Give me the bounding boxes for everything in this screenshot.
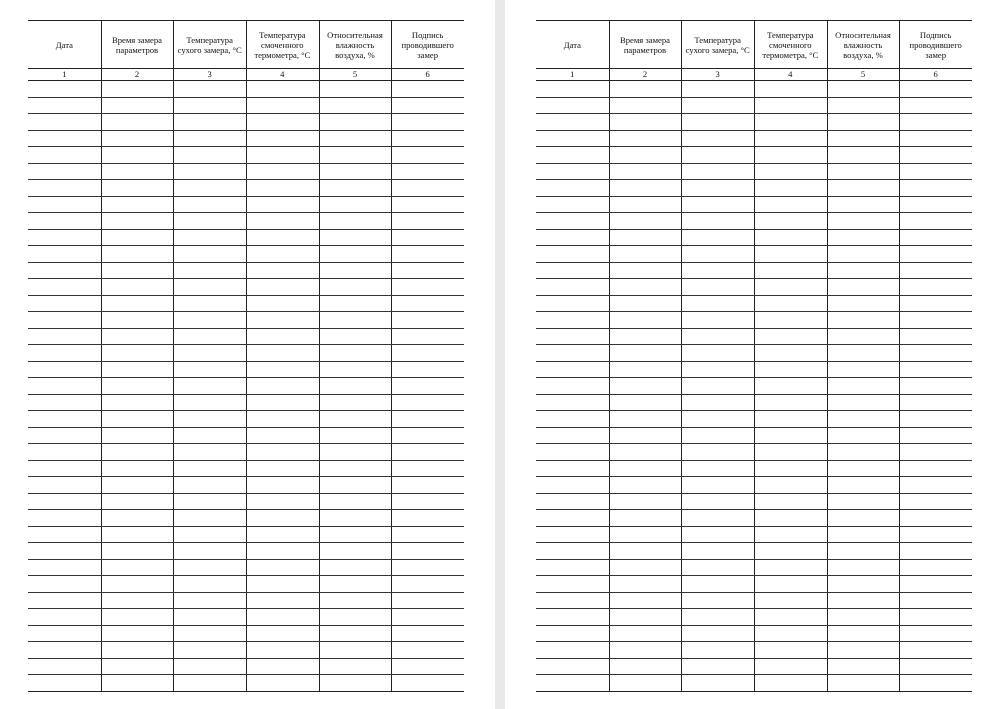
- row-divider: [28, 278, 464, 279]
- row-divider: [536, 361, 972, 362]
- row-divider: [536, 377, 972, 378]
- row-divider: [28, 229, 464, 230]
- row-divider: [536, 295, 972, 296]
- row-divider: [536, 476, 972, 477]
- column-number-3: 3: [207, 69, 212, 79]
- row-divider: [28, 146, 464, 147]
- column-number-5: 5: [860, 69, 866, 79]
- row-divider: [536, 674, 972, 675]
- row-divider: [536, 179, 972, 180]
- row-divider: [536, 97, 972, 98]
- column-header-5: Относительная влажность воздуха, %: [835, 29, 891, 60]
- column-header-3: Температура сухого замера, °С: [177, 34, 242, 55]
- column-divider: [391, 21, 392, 691]
- column-header-5: Относительная влажность воздуха, %: [327, 29, 383, 60]
- row-divider: [28, 97, 464, 98]
- header-divider: [28, 68, 464, 69]
- column-divider: [319, 21, 320, 691]
- row-divider: [536, 245, 972, 246]
- row-divider: [536, 229, 972, 230]
- row-divider: [28, 361, 464, 362]
- row-divider: [28, 625, 464, 626]
- row-divider: [28, 344, 464, 345]
- row-divider: [28, 509, 464, 510]
- row-divider: [28, 212, 464, 213]
- column-header-3: Температура сухого замера, °С: [685, 34, 750, 55]
- column-header-4: Температура смоченного термометра, °С: [762, 29, 819, 60]
- row-divider: [536, 427, 972, 428]
- row-divider: [28, 443, 464, 444]
- column-number-2: 2: [134, 69, 140, 79]
- row-divider: [536, 526, 972, 527]
- row-divider: [28, 130, 464, 131]
- header-divider: [536, 80, 972, 81]
- row-divider: [28, 427, 464, 428]
- column-divider: [754, 21, 755, 691]
- row-divider: [536, 460, 972, 461]
- right-page: [505, 0, 1000, 709]
- column-divider: [101, 21, 102, 691]
- row-divider: [28, 262, 464, 263]
- header-divider: [28, 80, 464, 81]
- column-header-2: Время замера параметров: [112, 34, 162, 55]
- row-divider: [536, 163, 972, 164]
- row-divider: [28, 641, 464, 642]
- column-number-6: 6: [425, 69, 430, 79]
- row-divider: [28, 559, 464, 560]
- row-divider: [536, 509, 972, 510]
- row-divider: [536, 625, 972, 626]
- column-number-4: 4: [280, 69, 285, 79]
- row-divider: [536, 493, 972, 494]
- column-divider: [609, 21, 610, 691]
- row-divider: [28, 608, 464, 609]
- row-divider: [28, 592, 464, 593]
- column-number-3: 3: [715, 69, 720, 79]
- column-header-6: Подпись проводившего замер: [401, 29, 454, 60]
- column-header-1: Дата: [563, 39, 581, 50]
- column-header-6: Подпись проводившего замер: [909, 29, 962, 60]
- row-divider: [28, 163, 464, 164]
- row-divider: [28, 328, 464, 329]
- column-number-6: 6: [933, 69, 938, 79]
- row-divider: [536, 608, 972, 609]
- column-number-4: 4: [788, 69, 793, 79]
- row-divider: [536, 196, 972, 197]
- row-divider: [536, 559, 972, 560]
- row-divider: [536, 658, 972, 659]
- row-divider: [536, 113, 972, 114]
- row-divider: [536, 311, 972, 312]
- column-divider: [899, 21, 900, 691]
- measurement-table: [536, 20, 972, 692]
- row-divider: [28, 460, 464, 461]
- row-divider: [536, 146, 972, 147]
- row-divider: [536, 410, 972, 411]
- column-divider: [827, 21, 828, 691]
- column-number-1: 1: [570, 69, 575, 79]
- row-divider: [536, 592, 972, 593]
- row-divider: [28, 113, 464, 114]
- row-divider: [536, 212, 972, 213]
- column-number-1: 1: [62, 69, 67, 79]
- row-divider: [28, 493, 464, 494]
- row-divider: [28, 245, 464, 246]
- column-number-5: 5: [352, 69, 358, 79]
- row-divider: [28, 674, 464, 675]
- row-divider: [28, 526, 464, 527]
- row-divider: [28, 658, 464, 659]
- row-divider: [28, 311, 464, 312]
- column-divider: [246, 21, 247, 691]
- row-divider: [536, 443, 972, 444]
- row-divider: [28, 410, 464, 411]
- row-divider: [28, 196, 464, 197]
- row-divider: [536, 130, 972, 131]
- row-divider: [536, 394, 972, 395]
- header-divider: [536, 68, 972, 69]
- column-header-2: Время замера параметров: [620, 34, 670, 55]
- row-divider: [28, 476, 464, 477]
- row-divider: [536, 641, 972, 642]
- row-divider: [536, 344, 972, 345]
- row-divider: [28, 394, 464, 395]
- row-divider: [28, 542, 464, 543]
- column-header-4: Температура смоченного термометра, °С: [254, 29, 311, 60]
- row-divider: [536, 328, 972, 329]
- column-divider: [173, 21, 174, 691]
- column-header-1: Дата: [55, 39, 73, 50]
- row-divider: [536, 542, 972, 543]
- column-divider: [681, 21, 682, 691]
- row-divider: [28, 377, 464, 378]
- row-divider: [536, 575, 972, 576]
- measurement-table: [28, 20, 464, 692]
- column-number-2: 2: [642, 69, 648, 79]
- left-page: [0, 0, 495, 709]
- row-divider: [536, 278, 972, 279]
- row-divider: [28, 575, 464, 576]
- row-divider: [28, 179, 464, 180]
- row-divider: [28, 295, 464, 296]
- row-divider: [536, 262, 972, 263]
